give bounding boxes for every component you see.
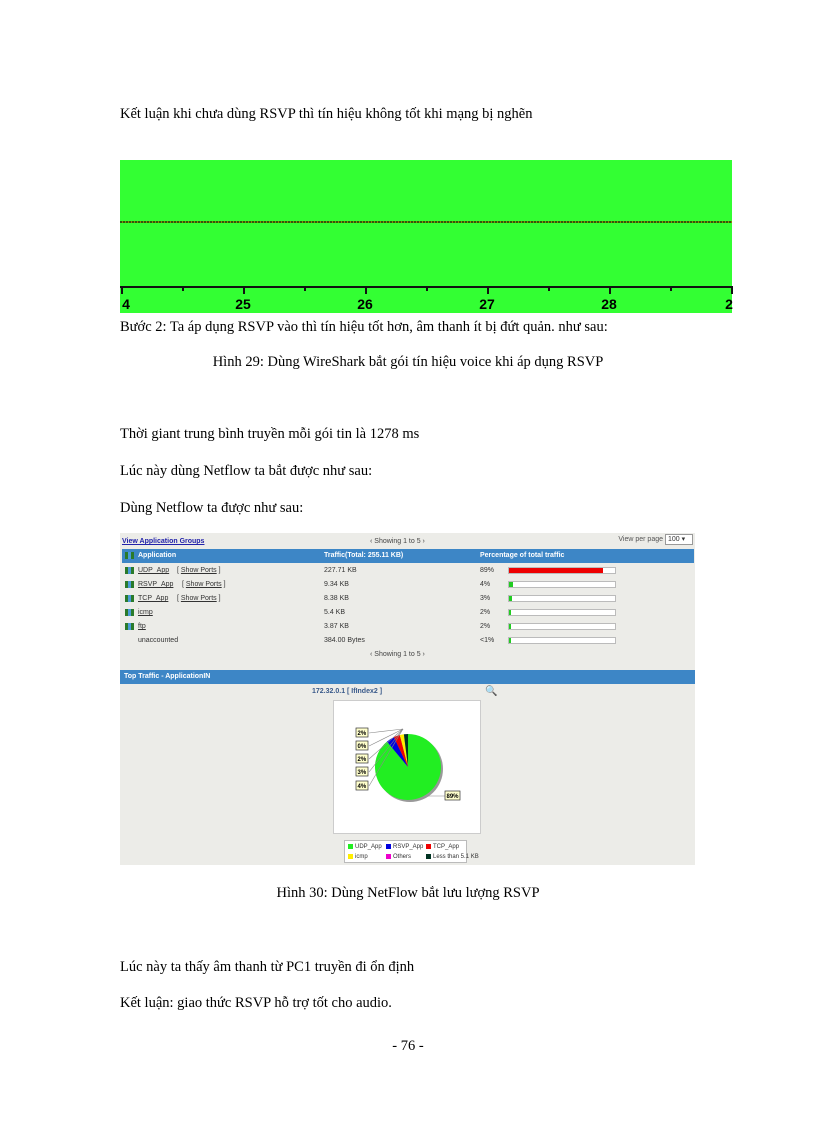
chart-icon[interactable]	[125, 623, 134, 630]
signal-line	[120, 221, 732, 223]
percentage-value: 3%	[480, 595, 491, 602]
percentage-value: 89%	[480, 567, 495, 574]
pagination-top[interactable]: ‹ Showing 1 to 5 ›	[370, 538, 425, 545]
pie-label-leader	[369, 729, 403, 733]
traffic-value: 8.38 KB	[324, 595, 349, 602]
legend-label: Less than 5.1 KB	[433, 854, 479, 861]
axis-tick-label: 4	[122, 296, 130, 312]
paragraph: Kết luận: giao thức RSVP hỗ trợ tốt cho audio.	[120, 995, 392, 1011]
axis-minor-tick	[426, 286, 428, 291]
axis-tick	[243, 286, 245, 294]
chart-icon[interactable]	[125, 567, 134, 574]
application-name[interactable]: RSVP_App	[138, 581, 174, 588]
legend-item	[426, 844, 459, 850]
legend-label: RSVP_App	[393, 844, 424, 851]
application-name[interactable]: UDP_App	[138, 567, 170, 574]
legend-item	[386, 854, 411, 860]
application-name[interactable]: ftp	[138, 623, 146, 630]
pagination-bottom[interactable]: ‹ Showing 1 to 5 ›	[370, 651, 425, 658]
traffic-value: 5.4 KB	[324, 609, 346, 616]
pie-data-label: 89%	[446, 794, 459, 800]
legend-label: UDP_App	[355, 844, 382, 851]
pie-data-label: 3%	[357, 770, 367, 776]
traffic-value: 3.87 KB	[324, 623, 349, 630]
legend-swatch	[386, 844, 391, 849]
chart-icon[interactable]	[125, 609, 134, 616]
pie-data-label: 2%	[357, 731, 367, 737]
chart-icon	[125, 552, 134, 559]
axis-minor-tick	[304, 286, 306, 291]
legend-swatch	[426, 854, 431, 859]
netflow-screenshot	[120, 533, 695, 865]
traffic-value: 9.34 KB	[324, 581, 349, 588]
header-percentage[interactable]: Percentage of total traffic	[480, 552, 565, 559]
table-row	[122, 564, 694, 578]
axis-tick	[487, 286, 489, 294]
legend-label: TCP_App	[433, 844, 460, 851]
chart-icon[interactable]	[125, 581, 134, 588]
legend-swatch	[348, 844, 353, 849]
table-row	[122, 606, 694, 620]
paragraph: Bước 2: Ta áp dụng RSVP vào thì tín hiệu tốt hơn, âm thanh ít bị đứt quản. như sau:	[120, 319, 608, 335]
legend-label: Others	[393, 854, 412, 861]
percentage-bar	[508, 567, 616, 574]
pie-chart	[333, 700, 481, 834]
legend-swatch	[426, 844, 431, 849]
show-ports-link[interactable]: [ Show Ports ]	[177, 595, 221, 602]
table-row	[122, 578, 694, 592]
axis-minor-tick	[670, 286, 672, 291]
percentage-value: 2%	[480, 609, 491, 616]
view-per-page-label: View per page	[618, 536, 663, 543]
legend-label: icmp	[355, 854, 368, 861]
per-page-select[interactable]: 100 ▾	[665, 534, 693, 545]
legend-swatch	[386, 854, 391, 859]
percentage-bar	[508, 623, 616, 630]
page-number: - 76 -	[392, 1038, 424, 1054]
show-ports-link[interactable]: [ Show Ports ]	[182, 581, 226, 588]
header-application[interactable]: Application	[138, 552, 177, 559]
axis-tick	[731, 286, 733, 294]
percentage-value: <1%	[480, 637, 495, 644]
pie-legend	[344, 840, 479, 863]
chart-icon[interactable]	[125, 595, 134, 602]
application-name: unaccounted	[138, 637, 179, 644]
zoom-icon[interactable]: 🔍	[485, 686, 498, 697]
table-row	[122, 634, 694, 648]
paragraph: Lúc này dùng Netflow ta bắt được như sau:	[120, 463, 373, 479]
legend-item	[386, 844, 423, 850]
application-name[interactable]: TCP_App	[138, 595, 169, 602]
percentage-bar	[508, 581, 616, 588]
traffic-value: 227.71 KB	[324, 567, 357, 574]
paragraph: Dùng Netflow ta được như sau:	[120, 500, 304, 516]
percentage-value: 2%	[480, 623, 491, 630]
pie-data-label: 4%	[357, 784, 367, 790]
axis-minor-tick	[182, 286, 184, 291]
interface-label[interactable]: 172.32.0.1 [ IfIndex2 ]	[312, 688, 383, 695]
table-header	[122, 549, 694, 563]
table-row	[122, 620, 694, 634]
axis-tick	[609, 286, 611, 294]
axis-tick-label: 2	[725, 296, 733, 312]
paragraph: Lúc này ta thấy âm thanh từ PC1 truyền đi ổn định	[120, 959, 415, 975]
axis-tick-label: 28	[601, 296, 617, 312]
signal-graph	[120, 160, 732, 313]
legend-item	[348, 854, 368, 860]
pie-data-label: 2%	[357, 757, 367, 763]
header-traffic[interactable]: Traffic(Total: 255.11 KB)	[324, 552, 404, 559]
legend-item	[348, 844, 382, 850]
axis-tick	[121, 286, 123, 294]
show-ports-link[interactable]: [ Show Ports ]	[177, 567, 221, 574]
percentage-bar	[508, 609, 616, 616]
axis-tick-label: 26	[357, 296, 373, 312]
legend-item	[426, 854, 479, 860]
figure-caption: Hình 29: Dùng WireShark bắt gói tín hiệu voice khi áp dụng RSVP	[212, 354, 604, 370]
table-row	[122, 592, 694, 606]
traffic-value: 384.00 Bytes	[324, 637, 365, 644]
section-header: Top Traffic - ApplicationIN	[120, 670, 695, 684]
view-application-groups-link[interactable]: View Application Groups	[122, 538, 205, 545]
legend-swatch	[348, 854, 353, 859]
percentage-bar	[508, 637, 616, 644]
figure-caption: Hình 30: Dùng NetFlow bắt lưu lượng RSVP	[276, 885, 540, 901]
percentage-value: 4%	[480, 581, 491, 588]
paragraph: Kết luận khi chưa dùng RSVP thì tín hiệu không tốt khi mạng bị nghẽn	[120, 106, 533, 122]
axis-tick-label: 27	[479, 296, 495, 312]
paragraph: Thời giant trung bình truyền mỗi gói tin là 1278 ms	[120, 426, 420, 442]
pie-data-label: 0%	[357, 744, 367, 750]
axis-tick	[365, 286, 367, 294]
application-name[interactable]: icmp	[138, 609, 153, 616]
axis-minor-tick	[548, 286, 550, 291]
axis-tick-label: 25	[235, 296, 251, 312]
percentage-bar	[508, 595, 616, 602]
